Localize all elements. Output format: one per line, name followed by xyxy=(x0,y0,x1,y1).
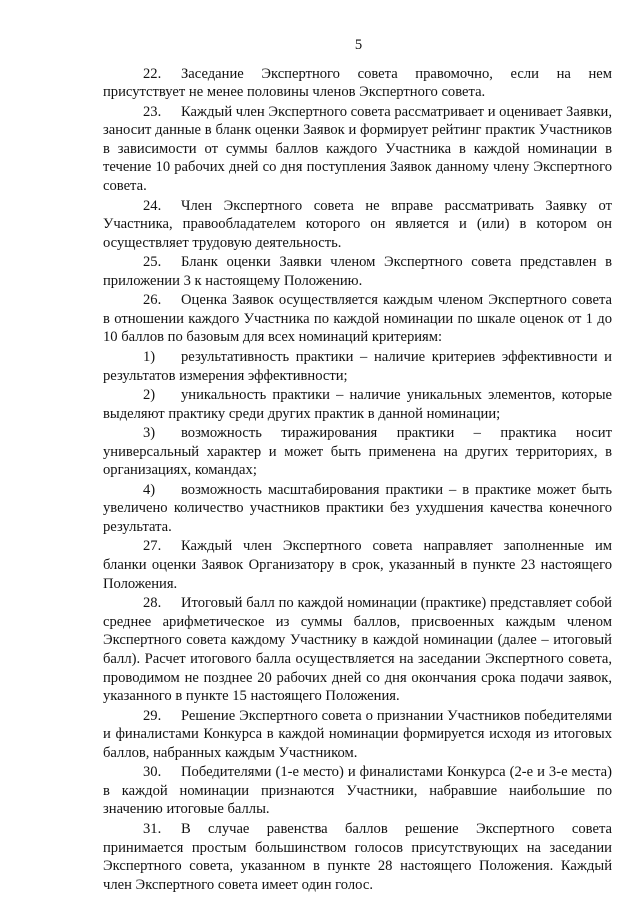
paragraph-text: В случае равенства баллов решение Экспертного совета принимается простым большинством голосов присутствующих на заседании Экспертного совета, указанном в пункте 28 настоящего Положения. Каждый член Экспертного совета имеет один голос. xyxy=(103,820,612,893)
paragraph-23 xyxy=(103,103,612,197)
criterion-text: возможность тиражирования практики – практика носит универсальный характер и может быть применена на других территориях, в организациях, командах; xyxy=(103,425,612,479)
paragraph-text: Оценка Заявок осуществляется каждым членом Экспертного совета в отношении каждого Участника по каждой номинации по шкале оценок от 1 до 10 баллов по базовым для всех номинаций критериям: xyxy=(103,292,612,346)
paragraph-number: 22. xyxy=(143,65,162,82)
page-number: 5 xyxy=(354,37,363,53)
paragraph-text: Решение Экспертного совета о признании Участников победителями и финалистами Конкурса в каждой номинации формируется исходя из итоговых баллов, набранных каждым Участником. xyxy=(103,707,612,761)
paragraph-27 xyxy=(103,537,612,594)
paragraph-26 xyxy=(103,291,612,348)
paragraph-25 xyxy=(103,253,612,291)
paragraph-text: Каждый член Экспертного совета направляет заполненные им бланки оценки Заявок Организатору в срок, указанный в пункте 23 настоящего Положения. xyxy=(103,538,612,592)
paragraph-30 xyxy=(103,763,612,820)
paragraph-24 xyxy=(103,197,612,254)
paragraph-number: 29. xyxy=(143,707,162,724)
paragraph-text: Победителями (1-е место) и финалистами Конкурса (2-е и 3-е места) в каждой номинации признаются Участники, набравшие наибольшие по значению итоговые баллы. xyxy=(103,764,612,818)
paragraph-text: Заседание Экспертного совета правомочно, если на нем присутствует не менее половины членов Экспертного совета. xyxy=(103,65,612,101)
paragraph-22 xyxy=(103,65,612,103)
paragraph-number: 23. xyxy=(143,103,162,120)
criterion-number: 1) xyxy=(143,348,156,365)
criterion-text: результативность практики – наличие критериев эффективности и результатов измерения эффективности; xyxy=(103,348,612,384)
paragraph-number: 28. xyxy=(143,595,162,612)
paragraph-text: Каждый член Экспертного совета рассматривает и оценивает Заявки, заносит данные в бланк оценки Заявок и формирует рейтинг практик Участников в зависимости от суммы баллов каждого Участника в каждой номинации в течение 10 рабочих дней со дня поступления Заявок данному члену Экспертного совета. xyxy=(103,103,612,195)
paragraph-number: 27. xyxy=(143,538,162,555)
criterion-4 xyxy=(103,481,612,538)
criterion-number: 3) xyxy=(143,425,156,442)
paragraph-number: 26. xyxy=(143,292,162,309)
criterion-text: возможность масштабирования практики – в практике может быть увеличено количество участников практики без ухудшения качества конечного результата. xyxy=(103,481,612,535)
paragraph-text: Член Экспертного совета не вправе рассматривать Заявку от Участника, правообладателем которого он является и (или) в котором он осуществляет трудовую деятельность. xyxy=(103,197,612,251)
criterion-1 xyxy=(103,348,612,386)
paragraph-number: 25. xyxy=(143,254,162,271)
paragraph-number: 31. xyxy=(143,820,162,837)
criterion-2 xyxy=(103,386,612,424)
paragraph-number: 24. xyxy=(143,197,162,214)
paragraph-text: Бланк оценки Заявки членом Экспертного совета представлен в приложении 3 к настоящему Положению. xyxy=(103,254,612,289)
paragraph-28 xyxy=(103,594,612,706)
criterion-number: 2) xyxy=(143,387,156,404)
paragraph-31 xyxy=(103,820,612,895)
criterion-3 xyxy=(103,424,612,481)
paragraph-29 xyxy=(103,707,612,764)
paragraph-number: 30. xyxy=(143,764,162,781)
paragraph-text: Итоговый балл по каждой номинации (практике) представляет собой среднее арифметическое из суммы баллов, присвоенных каждым членом Экспертного совета каждому Участнику в каждой номинации (далее – итоговый балл). Расчет итогового балла осуществляется на заседании Экспертного совета, проводимом не позднее 20 рабочих дней со дня окончания срока подачи заявок, указанного в пункте 15 настоящего Положения. xyxy=(103,595,612,705)
criterion-number: 4) xyxy=(143,481,156,498)
criterion-text: уникальность практики – наличие уникальных элементов, которые выделяют практику среди других практик в данной номинации; xyxy=(103,387,612,422)
